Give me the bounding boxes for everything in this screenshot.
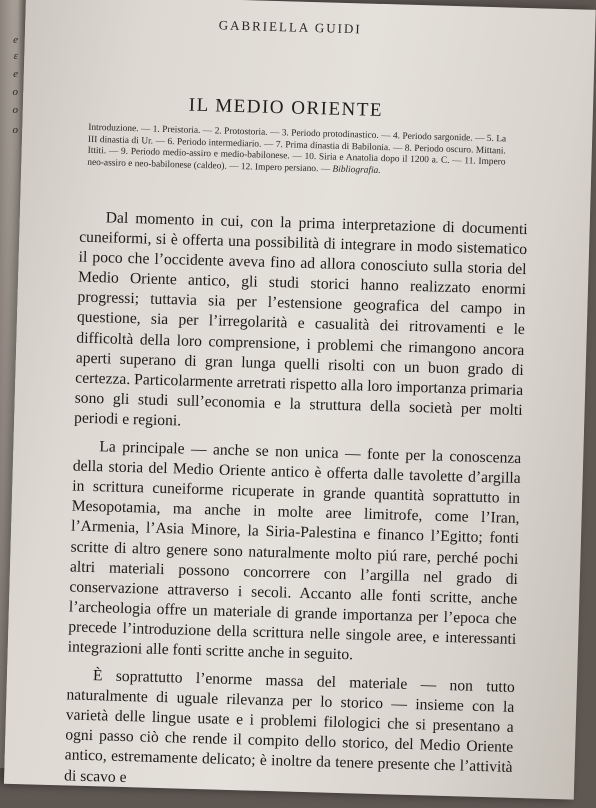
toc-item: Introduzione. [88,122,139,135]
toc-item: 5. La III dinastia di Ur. [87,133,507,147]
toc-item: 12. Impero persiano. [240,161,319,175]
toc-bibliography: Bibliografia. [332,164,381,176]
facing-page-fragment: ε [13,50,18,62]
book-page [4,0,596,800]
facing-page-fragment: o [12,124,18,136]
facing-page-fragment: o [12,104,18,116]
toc-item: 10. Siria e Anatolia dopo il 1200 a. C. [304,152,450,167]
chapter-contents: Introduzione. — 1. Preistoria. — 2. Protostoria. — 3. Periodo protodinastico. — 4. Periodo sargonide. — 5. La III dinastia di Ur. — 6. Periodo intermediario. — 7. Prima dinastia di Babilonia. — 8. Periodo oscuro. Mittani. Ittiti. — 9. Periodo medio-assiro e medio-babilonese. — 10. Siria e Anatolia dopo il 1200 a. C. — 11. Impero neo-assiro e neo-babilonese (caldeo). — 12. Impero persiano. — Bibliografia. [87,122,507,176]
toc-item: 7. Prima dinastia di Babilonia. [275,139,391,153]
toc-item: 11. Impero neo-assiro e neo-babilonese (caldeo). [87,156,506,172]
toc-item: 6. Periodo intermediario. [167,136,262,150]
paragraph: È soprattutto l’enorme massa del materiale — non tutto naturalmente di uguale rilevanza per lo storico — insieme con la varietà delle lingue usate e i problemi filologici che si presentano a ogni passo ciò che rende il compito dello storico, del Medio Oriente antico, estremamente delicato; è inoltre da tenere presente che l’attività di scavo e [63,667,516,786]
toc-item: 8. Periodo oscuro. Mittani. Ittiti. [87,143,506,157]
chapter-title: IL MEDIO ORIENTE [188,94,384,122]
facing-page-fragment: e [13,68,18,80]
toc-item: 2. Protostoria. [214,126,268,138]
body-text [64,208,528,807]
toc-item: 1. Preistoria. [152,124,201,136]
facing-page-fragment: o [12,86,18,98]
toc-item: 4. Periodo sargonide. [392,131,473,144]
running-head: GABRIELLA GUIDI [218,17,362,37]
toc-item: 9. Periodo medio-assiro e medio-babilonese. [120,146,290,162]
facing-page-fragment: e [13,34,18,46]
paragraph: Dal momento in cui, con la prima interpretazione di documenti cuneiformi, si è offerta una possibilità di integrare in modo sistematico il poco che l’occidente aveva fino ad allora conosciuto sulla storia del Medio Oriente antico, gli studi storici hanno realizzato enormi progressi; tuttavia sia per l’estensione geografica del campo in questione, sia per l’irregolarità e casualità dei ritrovamenti e le difficoltà della loro comprensione, i problemi che rimangono ancora aperti superano di gran lunga quelli risolti con un buon grado di certezza. Particolarmente arretrati rispetto alla loro importanza primaria sono gli studi sull’economia e la struttura della società per molti periodi e regioni. [73,209,528,430]
paragraph: La principale — anche se non unica — fonte per la conoscenza della storia del Medio Oriente antico è offerta dalle tavolette d’argilla in scrittura cuneiforme ricuperate in grande quantità soprattutto in Mesopotamia, ma anche in molte aree limitrofe, come l’Iran, l’Armenia, l’Asia Minore, la Siria-Palestina e financo l’Egitto; fonti scritte di altro genere sono naturalmente molto piú rare, perché pochi altri materiali possono concorrere con l’argilla nel grado di conservazione attraverso i secoli. Accanto alle fonti scritte, anche l’archeologia offre un materiale di grande importanza per l’epoca che precede l’introduzione della scrittura nelle singole aree, e interessanti integrazioni alle fonti scritte anche in seguito. [67,438,522,664]
toc-item: 3. Periodo protodinastico. [281,128,379,141]
